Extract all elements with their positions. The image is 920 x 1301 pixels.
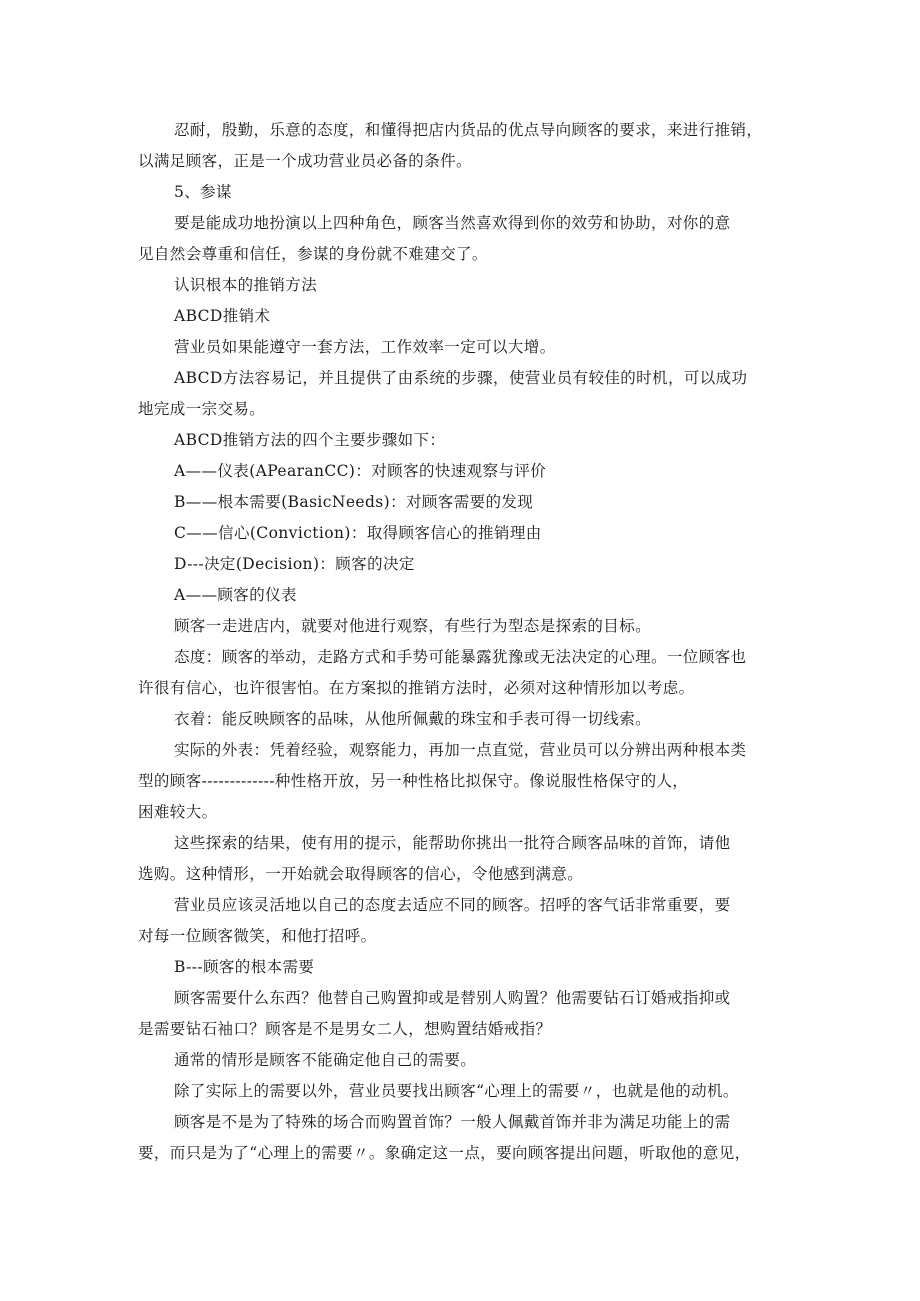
paragraph-line: 5、参谋 [174, 183, 232, 201]
paragraph-line: 态度：顾客的举动，走路方式和手势可能暴露犹豫或无法决定的心理。一位顾客也 [174, 648, 747, 666]
paragraph-line: C——信心(Conviction)：取得顾客信心的推销理由 [174, 524, 542, 542]
paragraph-line: B---顾客的根本需要 [174, 958, 315, 976]
paragraph-line: 许很有信心，也许很害怕。在方案拟的推销方法时，必须对这种情形加以考虑。 [138, 679, 695, 697]
paragraph-line: 要，而只是为了“心理上的需要〃。象确定这一点，要向顾客提出问题，听取他的意见， [138, 1144, 751, 1162]
paragraph-line: D---决定(Decision)：顾客的决定 [174, 555, 415, 573]
paragraph-line: ABCD方法容易记，并且提供了由系统的步骤，使营业员有较佳的时机，可以成功 [174, 369, 748, 387]
paragraph-line: 见自然会尊重和信任，参谋的身份就不难建交了。 [138, 245, 488, 263]
paragraph-line: 选购。这种情形，一开始就会取得顾客的信心，令他感到满意。 [138, 865, 584, 883]
paragraph-line: B——根本需要(BasicNeeds)：对顾客需要的发现 [174, 493, 534, 511]
paragraph-line: 忍耐，殷勤，乐意的态度，和懂得把店内货品的优点导向顾客的要求，来进行推销， [174, 121, 763, 139]
paragraph-line: 是需要钻石袖口？顾客是不是男女二人，想购置结婚戒指？ [138, 1020, 552, 1038]
paragraph-line: 要是能成功地扮演以上四种角色，顾客当然喜欢得到你的效劳和协助，对你的意 [174, 214, 731, 232]
paragraph-line: 营业员如果能遵守一套方法，工作效率一定可以大增。 [174, 338, 556, 356]
paragraph-line: 衣着：能反映顾客的品味，从他所佩戴的珠宝和手表可得一切线索。 [174, 710, 652, 728]
paragraph-line: ABCD推销方法的四个主要步骤如下： [174, 431, 446, 449]
paragraph-line: 地完成一宗交易。 [138, 400, 266, 418]
paragraph-line: 通常的情形是顾客不能确定他自己的需要。 [174, 1051, 477, 1069]
paragraph-line: 顾客是不是为了特殊的场合而购置首饰？一般人佩戴首饰并非为满足功能上的需 [174, 1113, 731, 1131]
paragraph-line: ABCD推销术 [174, 307, 271, 325]
paragraph-line: 营业员应该灵活地以自己的态度去适应不同的顾客。招呼的客气话非常重要，要 [174, 896, 731, 914]
paragraph-line: A——顾客的仪表 [174, 586, 297, 604]
document-page [138, 115, 798, 1169]
paragraph-line: 型的顾客-------------种性格开放，另一种性格比拟保守。像说服性格保守的人， [138, 772, 689, 790]
paragraph-line: 认识根本的推销方法 [174, 276, 318, 294]
paragraph-line: 除了实际上的需要以外，营业员要找出顾客“心理上的需要〃，也就是他的动机。 [174, 1082, 739, 1100]
paragraph-line: 这些探索的结果，使有用的提示，能帮助你挑出一批符合顾客品味的首饰，请他 [174, 834, 731, 852]
paragraph-line: A——仪表(APearanCC)：对顾客的快速观察与评价 [174, 462, 547, 480]
paragraph-line: 顾客一走进店内，就要对他进行观察，有些行为型态是探索的目标。 [174, 617, 652, 635]
paragraph-line: 顾客需要什么东西？他替自己购置抑或是替别人购置？他需要钻石订婚戒指抑或 [174, 989, 731, 1007]
paragraph-line: 以满足顾客，正是一个成功营业员必备的条件。 [138, 152, 472, 170]
paragraph-line: 实际的外表：凭着经验，观察能力，再加一点直觉，营业员可以分辨出两种根本类 [174, 741, 747, 759]
paragraph-line: 困难较大。 [138, 803, 218, 821]
paragraph-line: 对每一位顾客微笑，和他打招呼。 [138, 927, 377, 945]
